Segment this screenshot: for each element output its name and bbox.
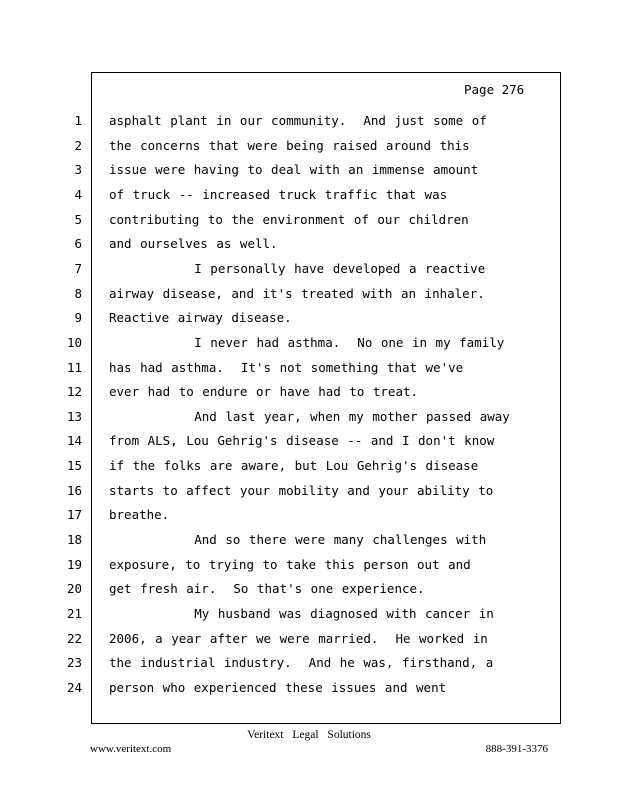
line-number: 11 [66,360,82,375]
line-number: 24 [66,680,82,695]
line-text: asphalt plant in our community. And just some of [109,113,487,128]
line-number: 16 [66,483,82,498]
line-text: I personally have developed a reactive [109,261,486,276]
line-text: issue were having to deal with an immense amount [109,162,479,177]
line-number: 23 [66,655,82,670]
line-text: breathe. [109,507,170,522]
line-text: 2006, a year after we were married. He worked in [109,631,488,646]
line-number: 9 [74,310,82,325]
line-number: 7 [74,261,82,276]
line-text: the concerns that were being raised around this [109,138,470,153]
line-number: 21 [66,606,82,621]
line-number: 12 [66,384,82,399]
line-text: I never had asthma. No one in my family [109,335,505,350]
line-text: if the folks are aware, but Lou Gehrig's disease [109,458,479,473]
line-text: exposure, to trying to take this person out and [109,557,471,572]
line-number: 17 [66,507,82,522]
page-number: Page 276 [464,82,525,97]
footer-website: www.veritext.com [90,743,172,755]
line-number: 14 [66,433,82,448]
line-text: My husband was diagnosed with cancer in [109,606,494,621]
line-text: And so there were many challenges with [109,532,487,547]
line-number: 18 [66,532,82,547]
footer-phone: 888-391-3376 [485,743,548,755]
line-text: contributing to the environment of our children [109,212,469,227]
line-text: And last year, when my mother passed away [109,409,510,424]
line-number: 3 [74,162,82,177]
line-text: Reactive airway disease. [109,310,292,325]
line-number: 5 [74,212,82,227]
line-text: from ALS, Lou Gehrig's disease -- and I don't know [109,433,495,448]
line-number: 4 [74,187,82,202]
line-text: of truck -- increased truck traffic that was [109,187,448,202]
line-number: 20 [66,581,82,596]
line-number: 10 [66,335,82,350]
line-text: the industrial industry. And he was, firsthand, a [109,655,494,670]
line-number: 22 [66,631,82,646]
line-text: get fresh air. So that's one experience. [109,581,425,596]
line-text: person who experienced these issues and went [109,680,447,695]
line-text: and ourselves as well. [109,236,278,251]
line-number: 19 [66,557,82,572]
line-number: 13 [66,409,82,424]
line-number: 1 [74,113,82,128]
line-number: 8 [74,286,82,301]
line-text: ever had to endure or have had to treat. [109,384,419,399]
line-text: has had asthma. It's not something that we've [109,360,464,375]
line-number: 15 [66,458,82,473]
line-text: airway disease, and it's treated with an inhaler. [109,286,485,301]
line-text: starts to affect your mobility and your ability to [109,483,494,498]
line-number: 2 [74,138,82,153]
footer-company: Veritext Legal Solutions [247,729,371,741]
line-number: 6 [74,236,82,251]
